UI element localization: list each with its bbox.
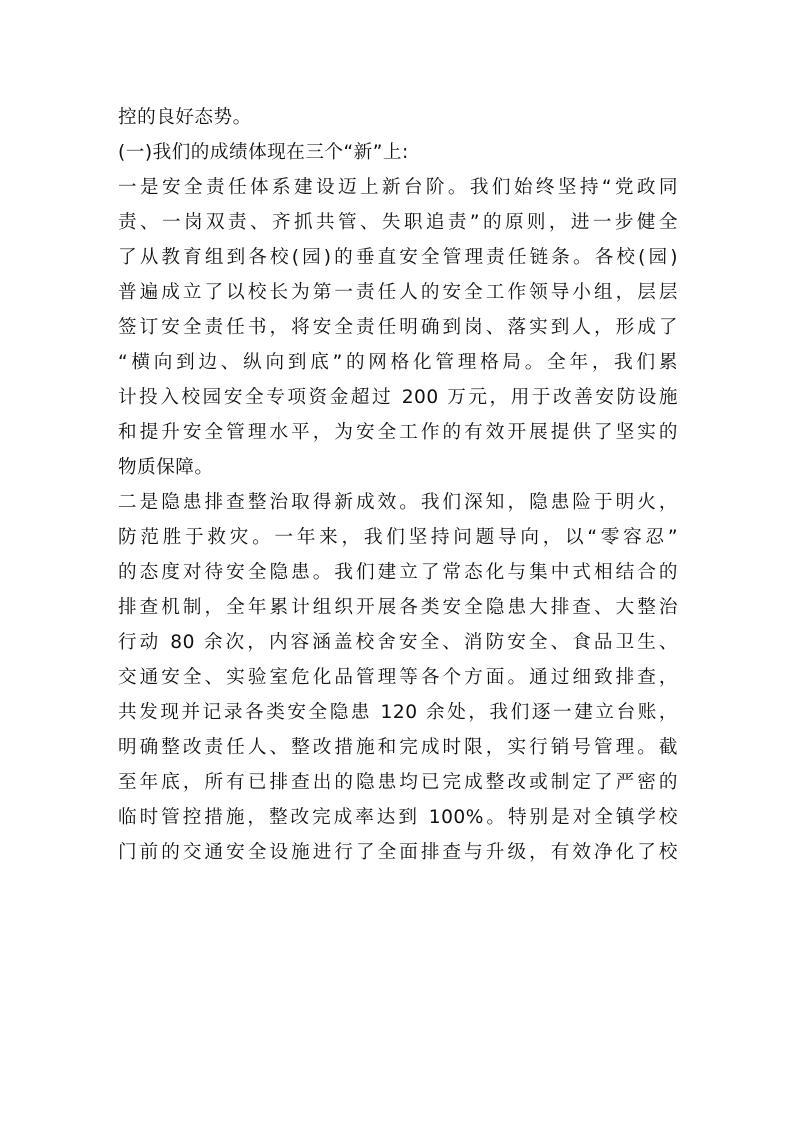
text-line: 临时管控措施，整改完成率达到 100%。特别是对全镇学校 [118,807,678,828]
text-line: 计投入校园安全专项资金超过 200 万元，用于改善安防设施 [118,387,678,408]
text-line: 门前的交通安全设施进行了全面排查与升级，有效净化了校 [118,842,678,863]
text-line: 物质保障。 [118,457,214,478]
text-line: 普遍成立了以校长为第一责任人的安全工作领导小组，层层 [118,282,678,303]
text-line: 一是安全责任体系建设迈上新台阶。我们始终坚持“党政同 [118,177,678,198]
text-line: 和提升安全管理水平，为安全工作的有效开展提供了坚实的 [118,422,678,443]
text-line: 行动 80 余次，内容涵盖校舍安全、消防安全、食品卫生、 [118,632,678,653]
text-line: 的态度对待安全隐患。我们建立了常态化与集中式相结合的 [118,562,678,583]
text-line: 责、一岗双责、齐抓共管、失职追责”的原则，进一步健全 [118,212,678,233]
text-line: 二是隐患排查整治取得新成效。我们深知，隐患险于明火， [118,492,678,513]
text-line: 了从教育组到各校(园)的垂直安全管理责任链条。各校(园) [118,247,678,268]
text-line: 签订安全责任书，将安全责任明确到岗、落实到人，形成了 [118,317,678,338]
text-line: 至年底，所有已排查出的隐患均已完成整改或制定了严密的 [118,772,678,793]
section-heading: (一)我们的成绩体现在三个“新”上: [118,142,409,163]
text-line: 排查机制，全年累计组织开展各类安全隐患大排查、大整治 [118,597,678,618]
text-line: 交通安全、实验室危化品管理等各个方面。通过细致排查， [118,667,678,688]
body-text [118,100,678,870]
text-line: 控的良好态势。 [118,107,252,128]
text-line: 明确整改责任人、整改措施和完成时限，实行销号管理。截 [118,737,678,758]
text-line: 共发现并记录各类安全隐患 120 余处，我们逐一建立台账， [118,702,678,723]
text-line: 防范胜于救灾。一年来，我们坚持问题导向，以“零容忍” [118,527,678,548]
text-line: “横向到边、纵向到底”的网格化管理格局。全年，我们累 [118,352,678,373]
